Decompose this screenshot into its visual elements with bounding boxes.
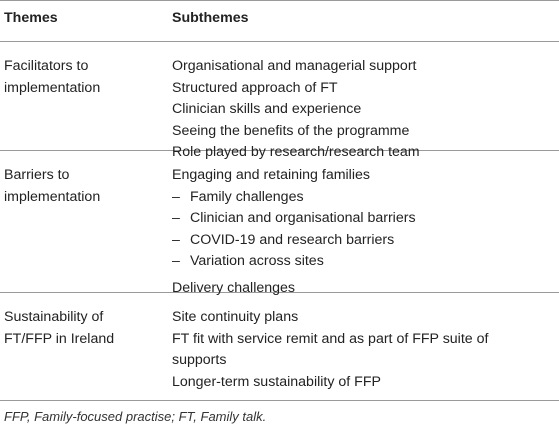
header-themes: Themes [4, 10, 58, 26]
subtheme-item: Clinician skills and experience [172, 101, 362, 117]
theme-label-line: implementation [4, 188, 101, 205]
subtheme-item: Site continuity plans [172, 309, 299, 325]
dash-bullet: – [172, 231, 180, 248]
subtheme-item: Longer-term sustainability of FFP [172, 373, 381, 390]
theme-label-line: Sustainability of [4, 309, 104, 325]
table-footnote: FFP, Family-focused practise; FT, Family talk. [4, 409, 267, 424]
subthemes-cell [172, 165, 556, 299]
table-header [0, 0, 559, 42]
theme-cell [4, 307, 164, 350]
table-row-sustainability [0, 293, 559, 401]
subthemes-cell [172, 307, 556, 393]
subitem-text: COVID-19 and research barriers [190, 231, 395, 248]
subitem-text: Family challenges [190, 188, 304, 205]
dash-bullet: – [172, 210, 180, 226]
subtheme-subitem [172, 208, 556, 230]
theme-label-line: FT/FFP in Ireland [4, 330, 115, 347]
subitem-text: Clinician and organisational barriers [190, 210, 416, 226]
subtheme-item: Delivery challenges [172, 279, 296, 296]
dash-bullet: – [172, 188, 180, 205]
subtheme-item: FT fit with service remit and as part of FFP suite of supports [172, 330, 489, 368]
subtheme-item: Seeing the benefits of the programme [172, 122, 410, 139]
table-row-barriers [0, 151, 559, 296]
theme-cell [4, 56, 164, 99]
subtheme-item: Engaging and retaining families [172, 167, 370, 183]
subtheme-subitem [172, 187, 556, 209]
subtheme-subitem [172, 251, 556, 273]
table-row-facilitators [0, 42, 559, 160]
theme-cell [4, 165, 164, 208]
subtheme-subitem [172, 230, 556, 252]
theme-label-line: Barriers to [4, 167, 70, 183]
subtheme-item: Role played by research/research team [172, 144, 420, 160]
theme-label-line: Facilitators to [4, 58, 89, 74]
subthemes-cell [172, 56, 556, 164]
theme-label-line: implementation [4, 79, 101, 96]
subtheme-item: Organisational and managerial support [172, 58, 417, 74]
subtheme-item: Structured approach of FT [172, 79, 338, 96]
header-subthemes: Subthemes [172, 10, 249, 26]
subitem-text: Variation across sites [190, 253, 324, 269]
dash-bullet: – [172, 253, 180, 269]
